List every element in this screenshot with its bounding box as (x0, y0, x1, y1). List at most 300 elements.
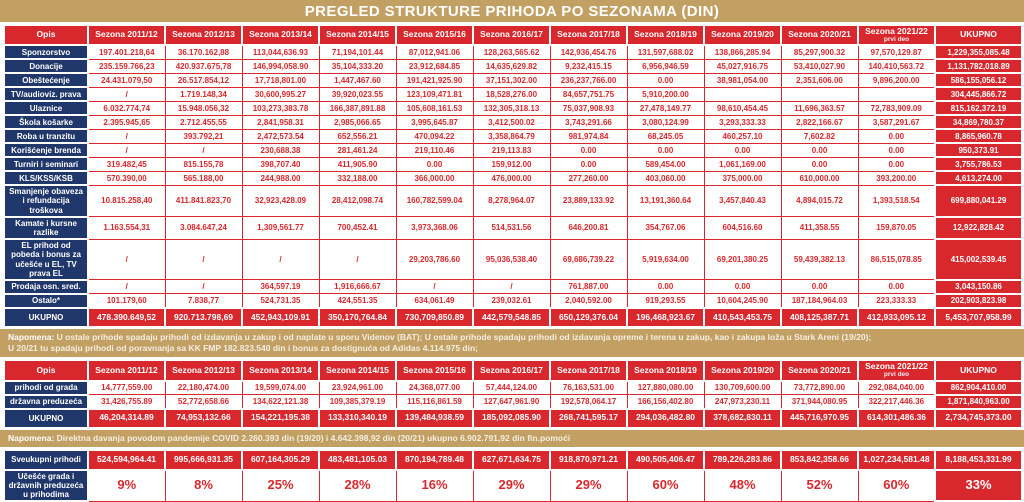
value-cell: 10.815.258,40 (88, 185, 165, 217)
value-cell: / (319, 239, 396, 280)
city-state-revenue-grid (3, 359, 1023, 428)
row-total-cell: 3,755,786.53 (935, 157, 1022, 171)
value-cell: 3,587,291.67 (858, 115, 935, 129)
value-cell: 3.084.647,24 (165, 217, 242, 239)
value-cell: 5,910,200.00 (627, 87, 704, 101)
value-cell: 69,201,380.25 (704, 239, 781, 280)
row-total-cell: 862,904,410.00 (935, 381, 1022, 395)
table-row (4, 129, 1022, 143)
revenue-structure-table (0, 24, 1024, 328)
value-cell: 69,686,739.22 (550, 239, 627, 280)
value-cell: 0.00 (396, 157, 473, 171)
row-total-cell: 1,871,840,963.00 (935, 395, 1022, 409)
summary-table (0, 449, 1024, 502)
value-cell: 627,671,634.75 (473, 450, 550, 470)
value-cell: 39,920,023.55 (319, 87, 396, 101)
value-cell: 166,387,891.88 (319, 101, 396, 115)
value-cell: 196,468,923.67 (627, 308, 704, 327)
value-cell: 0.00 (781, 143, 858, 157)
column-header-season-1: Sezona 2012/13 (165, 360, 242, 380)
value-cell: 2,985,066.65 (319, 115, 396, 129)
value-cell: 146,994,058.90 (242, 59, 319, 73)
row-label: UKUPNO (4, 409, 88, 428)
value-cell: 19,599,074.00 (242, 381, 319, 395)
value-cell: 3,457,840.43 (704, 185, 781, 217)
value-cell: 815.155,78 (165, 157, 242, 171)
value-cell: 235.159.766,23 (88, 59, 165, 73)
value-cell: 17,718,801.00 (242, 73, 319, 87)
value-cell: 4,894,015.72 (781, 185, 858, 217)
value-cell: 478.390.649,52 (88, 308, 165, 327)
column-header-season-3: Sezona 2014/15 (319, 360, 396, 380)
value-cell: 219,113.83 (473, 143, 550, 157)
value-cell: 247,973,230.11 (704, 395, 781, 409)
page-title: PREGLED STRUKTURE PRIHODA PO SEZONAMA (DIN) (304, 2, 720, 20)
value-cell: 918,870,971.21 (550, 450, 627, 470)
total-row (4, 308, 1022, 327)
value-cell: / (88, 143, 165, 157)
value-cell: 364,597.19 (242, 280, 319, 294)
value-cell: 10,604,245.90 (704, 294, 781, 308)
row-total-cell: 8,865,960.78 (935, 129, 1022, 143)
row-total-cell: 699,880,041.29 (935, 185, 1022, 217)
value-cell: / (165, 239, 242, 280)
value-cell: 3,973,368.06 (396, 217, 473, 239)
value-cell: 239,032.61 (473, 294, 550, 308)
value-cell: 16% (396, 470, 473, 502)
row-label: Kamate i kursne razlike (4, 217, 88, 239)
value-cell: 14,635,629.82 (473, 59, 550, 73)
value-cell: 0.00 (704, 143, 781, 157)
row-label: KLS/KSS/KSB (4, 171, 88, 185)
value-cell: 1,309,561.77 (242, 217, 319, 239)
value-cell: 38,981,054.00 (704, 73, 781, 87)
column-header-opis: Opis (4, 25, 88, 45)
table-row (4, 73, 1022, 87)
value-cell: 187,184,964.03 (781, 294, 858, 308)
value-cell: 28,412,098.74 (319, 185, 396, 217)
row-label: Obeštećenje (4, 73, 88, 87)
value-cell: 130,709,600.00 (704, 381, 781, 395)
value-cell: 5,919,634.00 (627, 239, 704, 280)
value-cell: 0.00 (858, 157, 935, 171)
value-cell: 607,164,305.29 (242, 450, 319, 470)
city-state-revenue-table (0, 359, 1024, 428)
value-cell: 514,531.56 (473, 217, 550, 239)
value-cell: 24,368,077.00 (396, 381, 473, 395)
value-cell: 8% (165, 470, 242, 502)
table-row (4, 115, 1022, 129)
value-cell: 2,841,958.31 (242, 115, 319, 129)
value-cell: 3,080,124.99 (627, 115, 704, 129)
value-cell: 127,880,080.00 (627, 381, 704, 395)
value-cell: 32,923,428.09 (242, 185, 319, 217)
row-total-cell: 5,453,707,958.99 (935, 308, 1022, 327)
row-label: Donacije (4, 59, 88, 73)
value-cell: 9,896,200.00 (858, 73, 935, 87)
value-cell: / (88, 280, 165, 294)
value-cell: 483,481,105.03 (319, 450, 396, 470)
value-cell: 0.00 (858, 129, 935, 143)
value-cell: 13,191,360.64 (627, 185, 704, 217)
row-label: Turniri i seminari (4, 157, 88, 171)
value-cell: 919,293.55 (627, 294, 704, 308)
title-band (0, 0, 1024, 22)
value-cell: 134,622,121.38 (242, 395, 319, 409)
value-cell: 411,358.55 (781, 217, 858, 239)
row-total-cell: 202,903,823.98 (935, 294, 1022, 308)
value-cell: 230,688.38 (242, 143, 319, 157)
value-cell: / (165, 280, 242, 294)
row-total-cell: 2,734,745,373.00 (935, 409, 1022, 428)
table-row (4, 45, 1022, 59)
value-cell: 424,551.35 (319, 294, 396, 308)
column-header-season-8: Sezona 2019/20 (704, 360, 781, 380)
value-cell: 853,842,358.66 (781, 450, 858, 470)
value-cell: 981,974.84 (550, 129, 627, 143)
value-cell: 0.00 (781, 280, 858, 294)
value-cell: 31,426,755.89 (88, 395, 165, 409)
row-total-cell: 586,155,056.12 (935, 73, 1022, 87)
value-cell: 23,912,684.85 (396, 59, 473, 73)
value-cell: 123,109,471.81 (396, 87, 473, 101)
value-cell: 294,036,482.80 (627, 409, 704, 428)
table-row (4, 395, 1022, 409)
value-cell: 9,232,415.15 (550, 59, 627, 73)
note2-label: Napomena: (8, 432, 55, 443)
row-label: UKUPNO (4, 308, 88, 327)
value-cell: 192,578,064.17 (550, 395, 627, 409)
value-cell (858, 87, 935, 101)
value-cell: 589,454.00 (627, 157, 704, 171)
column-header-season-4: Sezona 2015/16 (396, 25, 473, 45)
value-cell: 60% (858, 470, 935, 502)
value-cell: 870,194,789.48 (396, 450, 473, 470)
value-cell: 398,707.40 (242, 157, 319, 171)
column-header-season-4: Sezona 2015/16 (396, 360, 473, 380)
header-row (4, 360, 1022, 380)
value-cell: 920.713.798,69 (165, 308, 242, 327)
value-cell: 411,905.90 (319, 157, 396, 171)
value-cell: 366,000.00 (396, 171, 473, 185)
value-cell: 37,151,302.00 (473, 73, 550, 87)
value-cell: 236,237,766.00 (550, 73, 627, 87)
value-cell: 101.179,60 (88, 294, 165, 308)
value-cell: 1,916,666.67 (319, 280, 396, 294)
value-cell: 97,570,129.87 (858, 45, 935, 59)
value-cell: 1.163.554,31 (88, 217, 165, 239)
row-total-cell: 1,131,782,018.89 (935, 59, 1022, 73)
value-cell: 761,887.00 (550, 280, 627, 294)
column-header-season-3: Sezona 2014/15 (319, 25, 396, 45)
value-cell: 85,297,900.32 (781, 45, 858, 59)
value-cell: 1.719.148,34 (165, 87, 242, 101)
value-cell: 98,610,454.45 (704, 101, 781, 115)
row-label: Ulaznice (4, 101, 88, 115)
note2-text: Direktna davanja povodom pandemije COVID 2.260.393 din (19/20) i 4.642.398,92 din (20/21) ukupno 6.902.791,92 din fin.pomoći (56, 432, 571, 443)
value-cell: 460,257.10 (704, 129, 781, 143)
value-cell: 322,217,446.36 (858, 395, 935, 409)
value-cell: 160,782,599.04 (396, 185, 473, 217)
value-cell: 0.00 (858, 280, 935, 294)
value-cell: 35,104,333.20 (319, 59, 396, 73)
value-cell (781, 87, 858, 101)
value-cell: 103,273,383.78 (242, 101, 319, 115)
value-cell: 139,484,938.59 (396, 409, 473, 428)
value-cell: 15.948.056,32 (165, 101, 242, 115)
value-cell: 0.00 (858, 143, 935, 157)
column-header-season-2: Sezona 2013/14 (242, 360, 319, 380)
column-header-season-7: Sezona 2018/19 (627, 360, 704, 380)
value-cell: 610,000.00 (781, 171, 858, 185)
value-cell: 614,301,486.36 (858, 409, 935, 428)
value-cell (704, 87, 781, 101)
value-cell: 115,116,861.59 (396, 395, 473, 409)
value-cell: 652,556.21 (319, 129, 396, 143)
value-cell: 25% (242, 470, 319, 502)
row-label: EL prihod od pobeda i bonus za učešće u EL, TV prava EL (4, 239, 88, 280)
value-cell: 2.395.945,65 (88, 115, 165, 129)
value-cell: 142,936,454.76 (550, 45, 627, 59)
table-row (4, 101, 1022, 115)
value-cell: 185,092,085.90 (473, 409, 550, 428)
value-cell: 3,995,645.87 (396, 115, 473, 129)
value-cell: 393,200.00 (858, 171, 935, 185)
value-cell: 27,478,149.77 (627, 101, 704, 115)
value-cell: 0.00 (627, 73, 704, 87)
note1-text-line2: U 20/21 tu spadaju prihodi od poravnanja sa KK FMP 182.823.540 din i bonus za dostignuća od Adidas 4.114.975 din; (8, 343, 478, 354)
note1-text-line1: U ostale prihode spadaju prihodi od izdavanja u zakup i od naplate u sporu Videnov (BAT); U ostale prihode spadaju prihodi od izdavanja opreme i terena u zakup, kao i zakupa loža u Stark Areni (19/20); (56, 331, 872, 342)
value-cell: 332,188.00 (319, 171, 396, 185)
value-cell: 1,447,467.60 (319, 73, 396, 87)
value-cell: 570.390,00 (88, 171, 165, 185)
value-cell: 9% (88, 470, 165, 502)
value-cell: 2,472,573.54 (242, 129, 319, 143)
value-cell: 700,452.41 (319, 217, 396, 239)
value-cell: 0.00 (550, 143, 627, 157)
value-cell: 420.937.675,78 (165, 59, 242, 73)
note-band-1 (0, 329, 1024, 357)
value-cell: 223,333.33 (858, 294, 935, 308)
value-cell: 244,988.00 (242, 171, 319, 185)
value-cell: 7,602.82 (781, 129, 858, 143)
season-last-sublabel: prvi deo (883, 35, 910, 43)
value-cell: 18,528,276.00 (473, 87, 550, 101)
value-cell: 28% (319, 470, 396, 502)
value-cell: 0.00 (781, 157, 858, 171)
row-label: Sponzorstvo (4, 45, 88, 59)
row-total-cell: 1,229,355,085.48 (935, 45, 1022, 59)
table-row (4, 381, 1022, 395)
value-cell: 86,515,078.85 (858, 239, 935, 280)
value-cell: 219,110.46 (396, 143, 473, 157)
value-cell: 84,657,751.75 (550, 87, 627, 101)
value-cell: 995,666,931.35 (165, 450, 242, 470)
value-cell: 393.792,21 (165, 129, 242, 143)
value-cell: 412,933,095.12 (858, 308, 935, 327)
value-cell: 46,204,314.89 (88, 409, 165, 428)
table-row (4, 280, 1022, 294)
column-header-season-last (858, 25, 935, 45)
column-header-season-7: Sezona 2018/19 (627, 25, 704, 45)
value-cell: 36.170.162,88 (165, 45, 242, 59)
value-cell: 490,505,406.47 (627, 450, 704, 470)
value-cell: / (242, 239, 319, 280)
value-cell: 350,170,764.84 (319, 308, 396, 327)
value-cell: 109,385,379.19 (319, 395, 396, 409)
value-cell: 159,912.00 (473, 157, 550, 171)
value-cell: 53,410,027.90 (781, 59, 858, 73)
value-cell: 0.00 (550, 157, 627, 171)
row-label: Korišćenje brenda (4, 143, 88, 157)
value-cell: / (88, 239, 165, 280)
value-cell: 452,943,109.91 (242, 308, 319, 327)
column-header-season-2: Sezona 2013/14 (242, 25, 319, 45)
value-cell: 378,682,830.11 (704, 409, 781, 428)
value-cell: 0.00 (627, 143, 704, 157)
value-cell: 410,543,453.75 (704, 308, 781, 327)
grand-total-row (4, 450, 1022, 470)
value-cell: 292,084,040.00 (858, 381, 935, 395)
note1-label: Napomena: (8, 331, 55, 342)
value-cell: 30,600,995.27 (242, 87, 319, 101)
row-total-cell: 815,162,372.19 (935, 101, 1022, 115)
value-cell: 48% (704, 470, 781, 502)
row-total-cell: 33% (935, 470, 1022, 502)
value-cell: 26.517.854,12 (165, 73, 242, 87)
value-cell: 646,200.81 (550, 217, 627, 239)
value-cell: 442,579,548.85 (473, 308, 550, 327)
value-cell: 354,767.06 (627, 217, 704, 239)
row-label: Ostalo* (4, 294, 88, 308)
value-cell: 524,594,964.41 (88, 450, 165, 470)
value-cell: 6.032.774,74 (88, 101, 165, 115)
value-cell: 565.188,00 (165, 171, 242, 185)
value-cell: 277,260.00 (550, 171, 627, 185)
row-total-cell: 12,922,828.42 (935, 217, 1022, 239)
value-cell: 3,412,500.02 (473, 115, 550, 129)
summary-grid (3, 449, 1023, 502)
row-label: Smanjenje obaveza i refundacija troškova (4, 185, 88, 217)
total-row (4, 409, 1022, 428)
value-cell: 131,597,688.02 (627, 45, 704, 59)
column-header-season-9: Sezona 2020/21 (781, 25, 858, 45)
value-cell: 6,956,946.59 (627, 59, 704, 73)
season-last-label: Sezona 2021/22 (865, 361, 928, 372)
value-cell: 2.712.455,55 (165, 115, 242, 129)
value-cell: 57,444,124.00 (473, 381, 550, 395)
value-cell: 375,000.00 (704, 171, 781, 185)
value-cell: 650,129,376.04 (550, 308, 627, 327)
row-total-cell: 3,043,150.86 (935, 280, 1022, 294)
value-cell: 29,203,786.60 (396, 239, 473, 280)
value-cell: 87,012,941.06 (396, 45, 473, 59)
table-row (4, 143, 1022, 157)
row-label: prihodi od grada (4, 381, 88, 395)
column-header-season-last (858, 360, 935, 380)
value-cell: 23,889,133.92 (550, 185, 627, 217)
value-cell: 3,358,864.79 (473, 129, 550, 143)
value-cell: 95,036,538.40 (473, 239, 550, 280)
table-row (4, 87, 1022, 101)
column-header-season-1: Sezona 2012/13 (165, 25, 242, 45)
row-label: Prodaja osn. sred. (4, 280, 88, 294)
value-cell: 281,461.24 (319, 143, 396, 157)
value-cell: 0.00 (704, 280, 781, 294)
row-label: Sveukupni prihodi (4, 450, 88, 470)
value-cell: 604,516.60 (704, 217, 781, 239)
value-cell: 408,125,387.71 (781, 308, 858, 327)
value-cell: / (396, 280, 473, 294)
column-header-season-9: Sezona 2020/21 (781, 360, 858, 380)
value-cell: 128,263,565.62 (473, 45, 550, 59)
row-label: Škola košarke (4, 115, 88, 129)
value-cell: 730,709,850.89 (396, 308, 473, 327)
table-row (4, 217, 1022, 239)
row-total-cell: 415,002,539.45 (935, 239, 1022, 280)
value-cell: 197.401.218,64 (88, 45, 165, 59)
value-cell: 127,647,961.90 (473, 395, 550, 409)
column-header-season-6: Sezona 2017/18 (550, 25, 627, 45)
row-total-cell: 8,188,453,331.99 (935, 450, 1022, 470)
value-cell: 268,741,595.17 (550, 409, 627, 428)
value-cell: 789,226,283.86 (704, 450, 781, 470)
value-cell: 113,044,636.93 (242, 45, 319, 59)
value-cell: 166,156,402.80 (627, 395, 704, 409)
value-cell: 2,822,166.67 (781, 115, 858, 129)
value-cell: 132,305,318.13 (473, 101, 550, 115)
value-cell: 71,194,101.44 (319, 45, 396, 59)
column-header-ukupno: UKUPNO (935, 360, 1022, 380)
table-row (4, 171, 1022, 185)
value-cell: / (88, 129, 165, 143)
table-row (4, 294, 1022, 308)
table-row (4, 239, 1022, 280)
value-cell: 2,040,592.00 (550, 294, 627, 308)
value-cell: 411.841.823,70 (165, 185, 242, 217)
value-cell: 470,094.22 (396, 129, 473, 143)
value-cell: 52% (781, 470, 858, 502)
season-last-sublabel: prvi deo (883, 371, 910, 379)
value-cell: 476,000.00 (473, 171, 550, 185)
column-header-season-6: Sezona 2017/18 (550, 360, 627, 380)
header-row (4, 25, 1022, 45)
value-cell: 1,061,169.00 (704, 157, 781, 171)
column-header-season-5: Sezona 2016/17 (473, 360, 550, 380)
row-label: državna preduzeća (4, 395, 88, 409)
value-cell: 2,351,606.00 (781, 73, 858, 87)
row-label: Roba u tranzitu (4, 129, 88, 143)
value-cell: 138,866,285.94 (704, 45, 781, 59)
value-cell: 76,163,531.00 (550, 381, 627, 395)
row-label: Učešće grada i državnih preduzeća u prihodima (4, 470, 88, 502)
note-band-2 (0, 430, 1024, 447)
value-cell: 140,410,563.72 (858, 59, 935, 73)
value-cell: 22,180,474.00 (165, 381, 242, 395)
column-header-season-5: Sezona 2016/17 (473, 25, 550, 45)
value-cell: 1,027,234,581.48 (858, 450, 935, 470)
column-header-opis: Opis (4, 360, 88, 380)
value-cell: 59,439,382.13 (781, 239, 858, 280)
value-cell: 319.482,45 (88, 157, 165, 171)
value-cell: 52,772,658.66 (165, 395, 242, 409)
value-cell: 8,278,964.07 (473, 185, 550, 217)
row-total-cell: 34,869,780.37 (935, 115, 1022, 129)
value-cell: 133,310,340.19 (319, 409, 396, 428)
value-cell: 29% (550, 470, 627, 502)
value-cell: 1,393,518.54 (858, 185, 935, 217)
column-header-season-8: Sezona 2019/20 (704, 25, 781, 45)
